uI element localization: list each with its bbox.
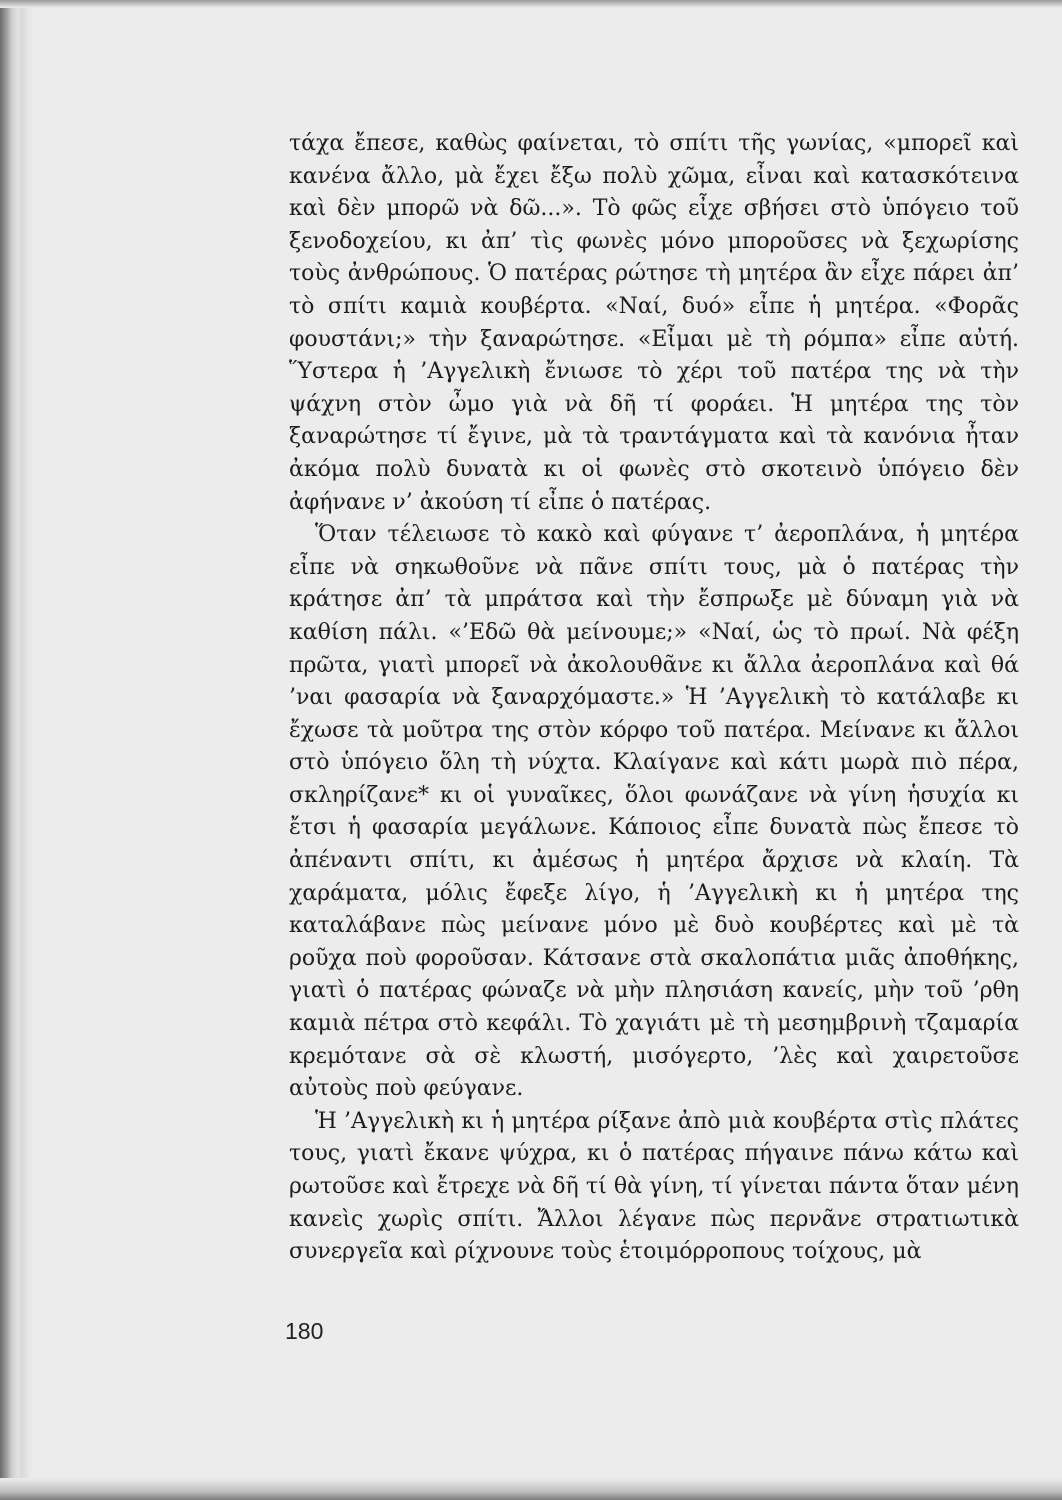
body-text [289, 128, 1019, 1269]
paragraph: Ὅταν τέλειωσε τὸ κακὸ καὶ φύγανε τ’ ἀεροπλάνα, ἡ μητέρα εἶπε νὰ σηκωθοῦνε νὰ πᾶνε σπίτι τους, μὰ ὁ πατέρας τὴν κράτησε ἀπ’ τὰ μπράτσα καὶ τὴν ἔσπρωξε μὲ δύναμη γιὰ νὰ καθίση πάλι. «’Εδῶ θὰ μείνουμε;» «Ναί, ὡς τὸ πρωί. Νὰ φέξη πρῶτα, γιατὶ μπορεῖ νὰ ἀκολουθᾶνε κι ἄλλα ἀεροπλάνα καὶ θά ’ναι φασαρία νὰ ξαναρχόμαστε.» Ἡ ’Αγγελικὴ τὸ κατάλαβε κι ἔχωσε τὰ μοῦτρα της στὸν κόρφο τοῦ πατέρα. Μείνανε κι ἄλλοι στὸ ὑπόγειο ὅλη τὴ νύχτα. Κλαίγανε καὶ κάτι μωρὰ πιὸ πέρα, σκληρίζανε* κι οἱ γυναῖκες, ὅλοι φωνάζανε νὰ γίνη ἡσυχία κι ἔτσι ἡ φασαρία μεγάλωνε. Κάποιος εἶπε δυνατὰ πὼς ἔπεσε τὸ ἀπέναντι σπίτι, κι ἀμέσως ἡ μητέρα ἄρχισε νὰ κλαίη. Τὰ χαράματα, μόλις ἔφεξε λίγο, ἡ ’Αγγελικὴ κι ἡ μητέρα της καταλάβανε πὼς μείνανε μόνο μὲ δυὸ κουβέρτες καὶ μὲ τὰ ροῦχα ποὺ φοροῦσαν. Κάτσανε στὰ σκαλοπάτια μιᾶς ἀποθήκης, γιατὶ ὁ πατέρας φώναζε νὰ μὴν πλησιάση κανείς, μὴν τοῦ ’ρθη καμιὰ πέτρα στὸ κεφάλι. Τὸ χαγιάτι μὲ τὴ μεσημβρινὴ τζαμαρία κρεμότανε σὰ σὲ κλωστή, μισόγερτο, ’λὲς καὶ χαιρετοῦσε αὐτοὺς ποὺ φεύγανε. [289, 522, 1019, 1102]
page-bottom-edge [0, 1478, 1062, 1500]
page-binding-edge [0, 0, 34, 1500]
page-number: 180 [285, 1318, 324, 1344]
paragraph: Ἡ ’Αγγελικὴ κι ἡ μητέρα ρίξανε ἀπὸ μιὰ κουβέρτα στὶς πλάτες τους, γιατὶ ἔκανε ψύχρα, κι ὁ πατέρας πήγαινε πάνω κάτω καὶ ρωτοῦσε καὶ ἔτρεχε νὰ δῆ τί θὰ γίνη, τί γίνεται πάντα ὅταν μένη κανεὶς χωρὶς σπίτι. Ἄλλοι λέγανε πὼς περνᾶνε στρατιωτικὰ συνεργεῖα καὶ ρίχνουνε τοὺς ἑτοιμόρροπους τοίχους, μὰ [289, 1108, 1019, 1265]
page-top-edge [0, 0, 1062, 8]
paragraph: τάχα ἔπεσε, καθὼς φαίνεται, τὸ σπίτι τῆς γωνίας, «μπορεῖ καὶ κανένα ἄλλο, μὰ ἔχει ἔξω πολὺ χῶμα, εἶναι καὶ κατασκότεινα καὶ δὲν μπορῶ νὰ δῶ...». Τὸ φῶς εἶχε σβήσει στὸ ὑπόγειο τοῦ ξενοδοχείου, κι ἀπ’ τὶς φωνὲς μόνο μποροῦσες νὰ ξεχωρίσης τοὺς ἀνθρώπους. Ὁ πατέρας ρώτησε τὴ μητέρα ἂν εἶχε πάρει ἀπ’ τὸ σπίτι καμιὰ κουβέρτα. «Ναί, δυό» εἶπε ἡ μητέρα. «Φορᾶς φουστάνι;» τὴν ξαναρώτησε. «Εἶμαι μὲ τὴ ρόμπα» εἶπε αὐτή. Ὕστερα ἡ ’Αγγελικὴ ἔνιωσε τὸ χέρι τοῦ πατέρα της νὰ τὴν ψάχνη στὸν ὦμο γιὰ νὰ δῆ τί φοράει. Ἡ μητέρα της τὸν ξαναρώτησε τί ἔγινε, μὰ τὰ τραντάγματα καὶ τὰ κανόνια ἦταν ἀκόμα πολὺ δυνατὰ κι οἱ φωνὲς στὸ σκοτεινὸ ὑπόγειο δὲν ἀφήνανε ν’ ἀκούση τί εἶπε ὁ πατέρας. [289, 131, 1019, 515]
